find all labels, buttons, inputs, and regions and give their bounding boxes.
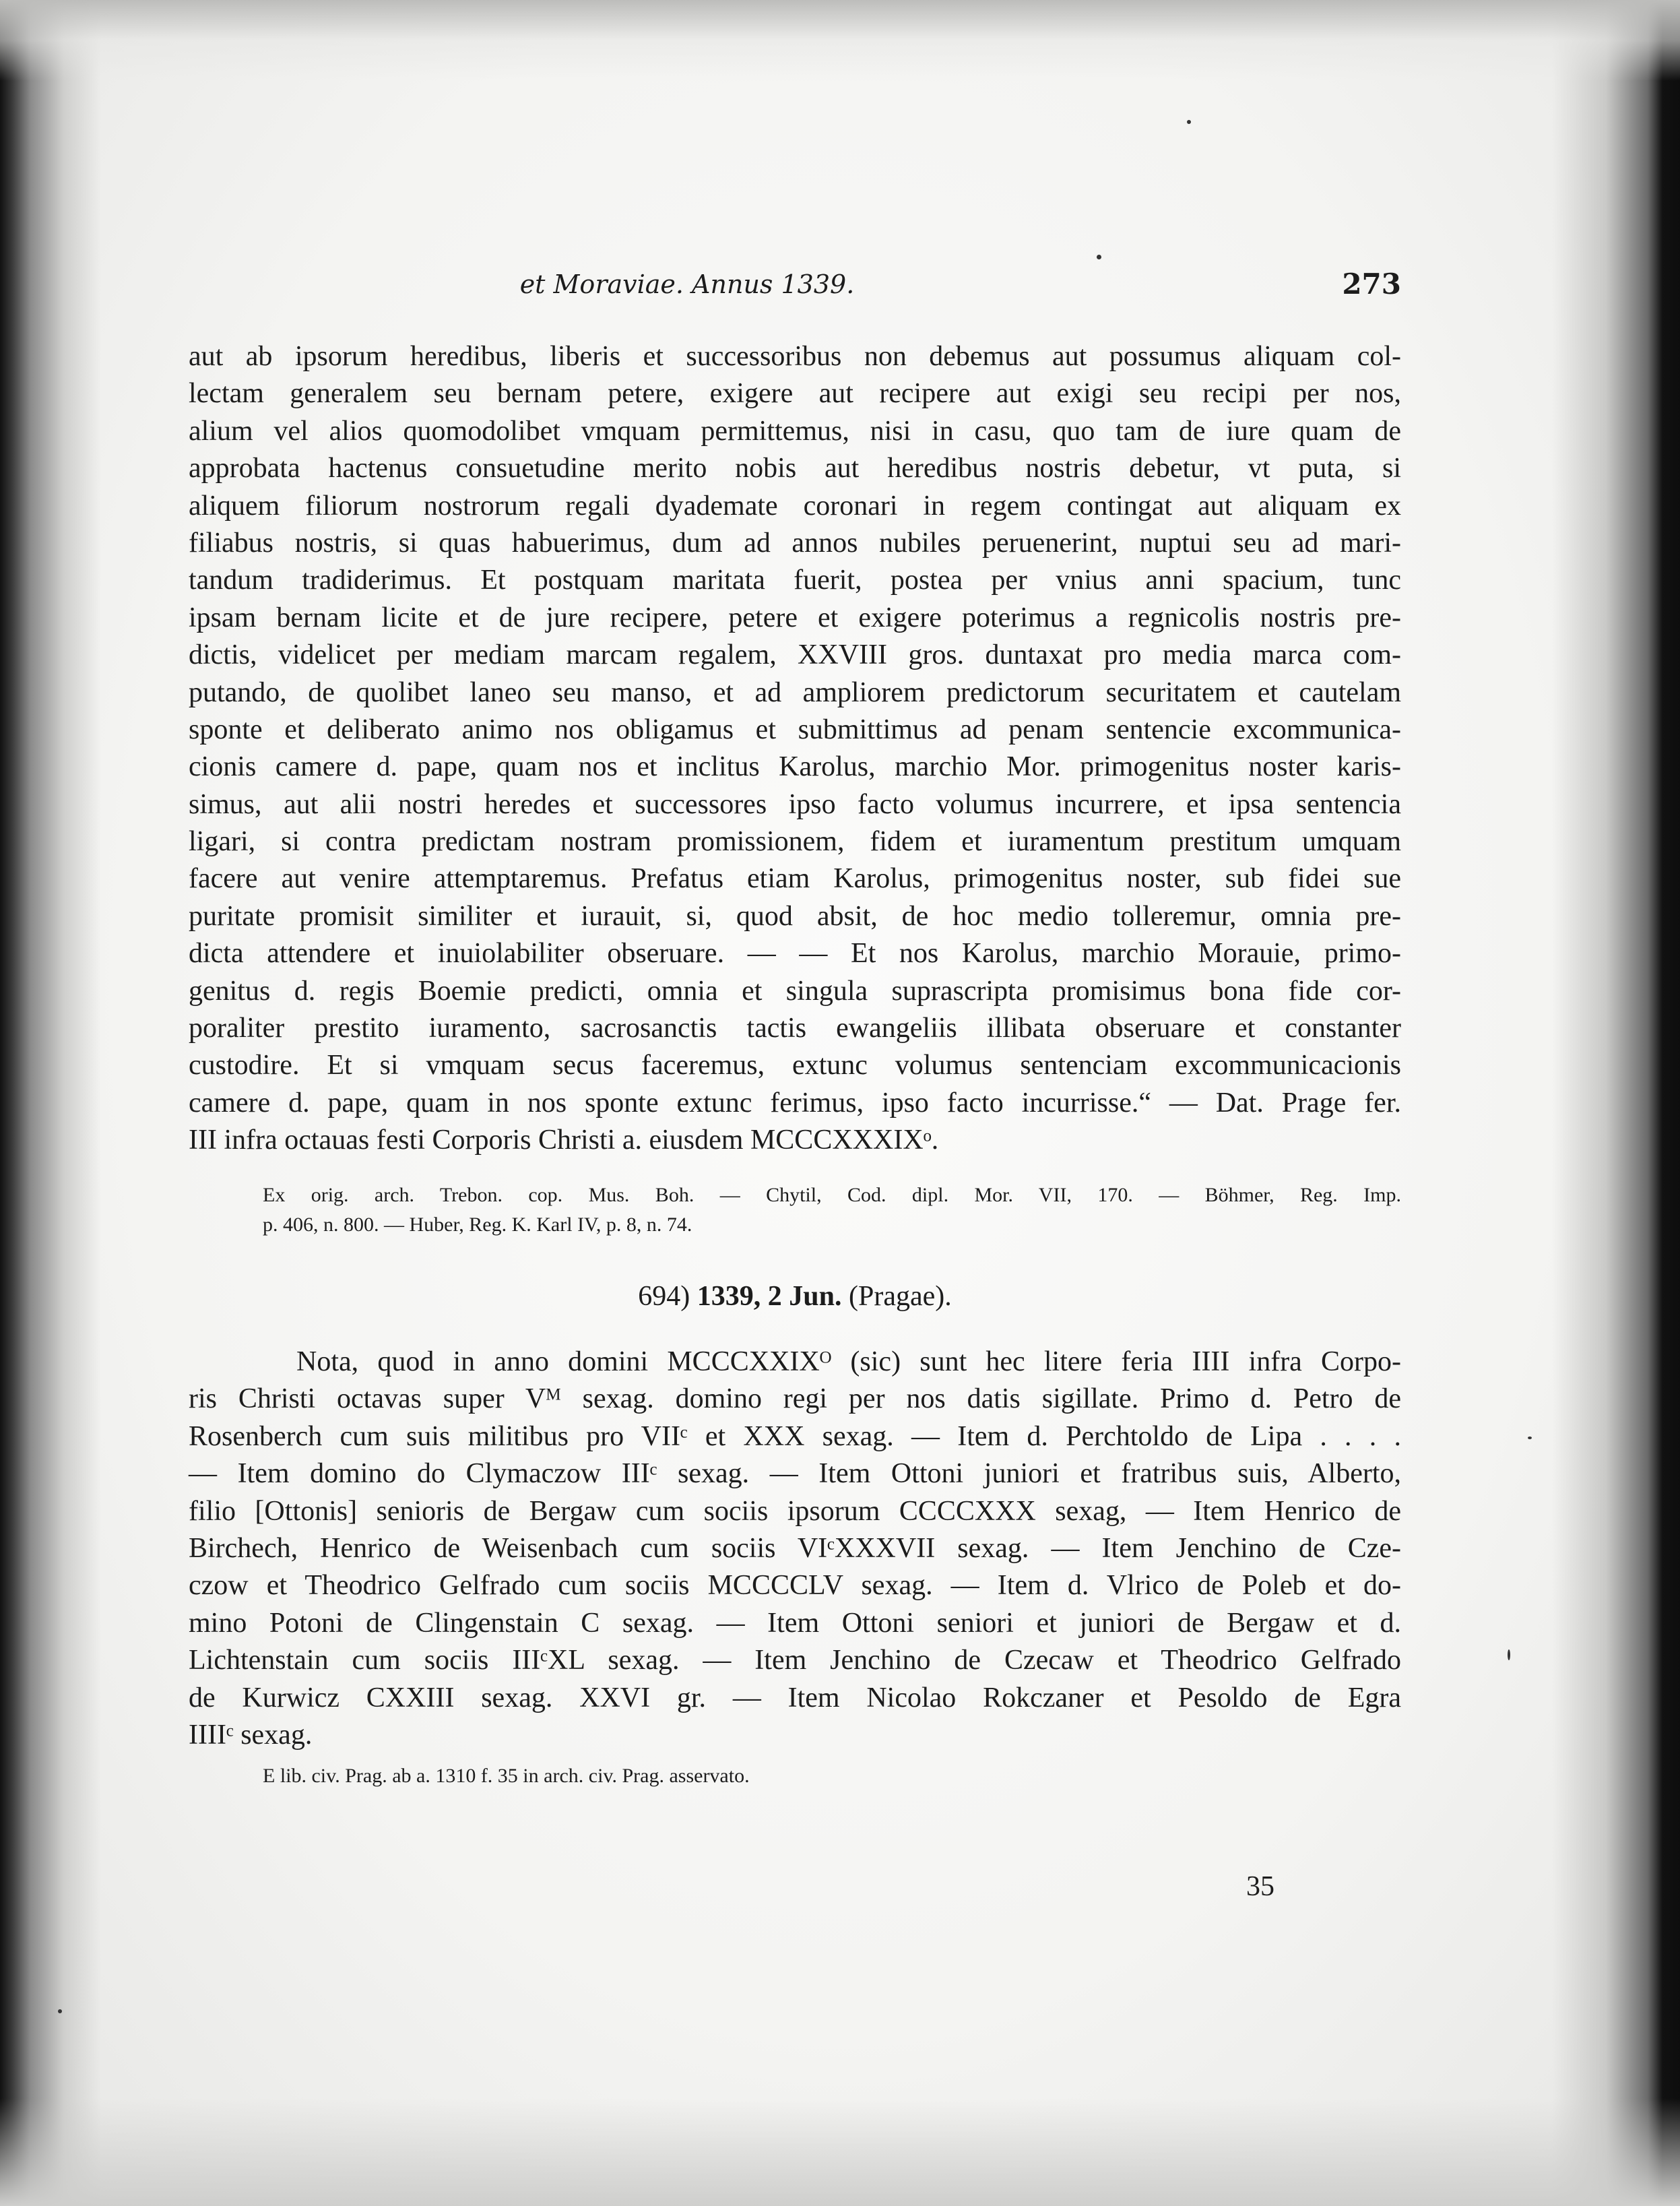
running-title: et Moraviae. Annus 1339. xyxy=(519,270,855,299)
text-line: ligari, si contra predictam nostram promissionem, fidem et iuramentum prestitum umquam xyxy=(189,826,1401,858)
text-line: aliquem filiorum nostrorum regali dyademate coronari in regem contingat aut aliquam ex xyxy=(189,490,1401,522)
text-line: approbata hactenus consuetudine merito nobis aut heredibus nostris debetur, vt puta, si xyxy=(189,453,1401,484)
document-text-block xyxy=(189,1344,1401,1754)
main-text-block xyxy=(189,338,1401,1160)
text-line: Lichtenstain cum sociis IIIᶜXL sexag. — Item Jenchino de Czecaw et Theodrico Gelfrado xyxy=(189,1645,1401,1676)
text-line: filio [Ottonis] senioris de Bergaw cum sociis ipsorum CCCCXXX sexag, — Item Henrico de xyxy=(189,1495,1401,1527)
text-line: cionis camere d. pape, quam nos et inclitus Karolus, marchio Mor. primogenitus noster karis- xyxy=(189,751,1401,783)
text-line: — Item domino do Clymaczow IIIᶜ sexag. — Item Ottoni juniori et fratribus suis, Alberto, xyxy=(189,1458,1401,1490)
text-line: Nota, quod in anno domini MCCCXXIXᴼ (sic) sunt hec litere feria IIII infra Corpo- xyxy=(296,1346,1401,1377)
text-line: camere d. pape, quam in nos sponte extunc ferimus, ipso facto incurrisse.“ — Dat. Prage fer. xyxy=(189,1087,1401,1118)
source-line: Ex orig. arch. Trebon. cop. Mus. Boh. — Chytil, Cod. dipl. Mor. VII, 170. — Böhmer, Reg. Imp. xyxy=(263,1184,1401,1206)
text-line: IIIIᶜ sexag. xyxy=(189,1719,313,1751)
text-line: filiabus nostris, si quas habuerimus, dum ad annos nubiles peruenerint, nuptui seu ad mari- xyxy=(189,527,1401,559)
document-place: (Pragae). xyxy=(848,1281,952,1312)
text-line: czow et Theodrico Gelfrado cum sociis MCCCCLV sexag. — Item d. Vlrico de Poleb et do- xyxy=(189,1570,1401,1602)
text-line: Birchech, Henrico de Weisenbach cum sociis VIᶜXXXVII sexag. — Item Jenchino de Cze- xyxy=(189,1532,1401,1564)
source-line: p. 406, n. 800. — Huber, Reg. K. Karl IV, p. 8, n. 74. xyxy=(263,1214,692,1236)
text-line: aut ab ipsorum heredibus, liberis et successoribus non debemus aut possumus aliquam col- xyxy=(189,341,1401,372)
scan-speck xyxy=(58,2009,62,2013)
text-line: de Kurwicz CXXIII sexag. XXVI gr. — Item Nicolao Rokczaner et Pesoldo de Egra xyxy=(189,1682,1401,1713)
signature-number: 35 xyxy=(1246,1871,1274,1902)
document-heading xyxy=(189,1276,1401,1317)
scan-shadow-right xyxy=(1552,0,1680,2206)
source-citation xyxy=(263,1180,1401,1240)
text-line: dicta attendere et inuiolabiliter obseruare. — — Et nos Karolus, marchio Morauie, primo- xyxy=(189,938,1401,970)
scan-shadow-top xyxy=(0,0,1680,81)
source-line: E lib. civ. Prag. ab a. 1310 f. 35 in arch. civ. Prag. asservato. xyxy=(263,1765,750,1787)
text-line: III infra octauas festi Corporis Christi a. eiusdem MCCCXXXIXᵒ. xyxy=(189,1125,939,1156)
scan-speck xyxy=(1187,120,1191,124)
scan-speck xyxy=(1097,255,1101,259)
scan-shadow-bottom xyxy=(0,2098,1680,2206)
text-line: ris Christi octavas super Vᴹ sexag. domino regi per nos datis sigillate. Primo d. Petro de xyxy=(189,1383,1401,1415)
scan-shadow-left xyxy=(0,0,101,2206)
document-source-citation xyxy=(263,1761,1401,1791)
text-line: puritate promisit similiter et iurauit, si, quod absit, de hoc medio tolleremur, omnia pre- xyxy=(189,900,1401,932)
text-line: Rosenberch cum suis militibus pro VIIᶜ et XXX sexag. — Item d. Perchtoldo de Lipa . . . . xyxy=(189,1420,1401,1452)
running-head xyxy=(189,264,1401,305)
text-line: alium vel alios quomodolibet vmquam permittemus, nisi in casu, quo tam de iure quam de xyxy=(189,415,1401,447)
page-number: 273 xyxy=(1342,267,1401,301)
text-line: facere aut venire attemptaremus. Prefatus etiam Karolus, primogenitus noster, sub fidei sue xyxy=(189,863,1401,895)
text-line: putando, de quolibet laneo seu manso, et ad ampliorem predictorum securitatem et cautelam xyxy=(189,676,1401,708)
scan-speck xyxy=(1528,1437,1532,1439)
text-line: ipsam bernam licite et de jure recipere, petere et exigere poterimus a regnicolis nostris pre- xyxy=(189,602,1401,633)
text-line: poraliter prestito iuramento, sacrosanctis tactis ewangeliis illibata obseruare et constanter xyxy=(189,1013,1401,1044)
text-line: mino Potoni de Clingenstain C sexag. — Item Ottoni seniori et juniori de Bergaw et d. xyxy=(189,1607,1401,1639)
text-line: sponte et deliberato animo nos obligamus et submittimus ad penam sentencie excommunica- xyxy=(189,714,1401,745)
text-line: custodire. Et si vmquam secus faceremus, extunc volumus sentenciam excommunicacionis xyxy=(189,1050,1401,1081)
text-line: tandum tradiderimus. Et postquam maritata fuerit, postea per vnius anni spacium, tunc xyxy=(189,565,1401,596)
document-number: 694) xyxy=(638,1281,690,1312)
text-line: dictis, videlicet per mediam marcam regalem, XXVIII gros. duntaxat pro media marca com- xyxy=(189,639,1401,671)
text-line: lectam generalem seu bernam petere, exigere aut recipere aut exigi seu recipi per nos, xyxy=(189,378,1401,410)
document-date: 1339, 2 Jun. xyxy=(697,1281,842,1312)
text-line: genitus d. regis Boemie predicti, omnia et singula suprascripta promisimus bona fide cor- xyxy=(189,975,1401,1007)
scan-speck xyxy=(1508,1649,1510,1660)
text-line: simus, aut alii nostri heredes et successores ipso facto volumus incurrere, et ipsa sentencia xyxy=(189,788,1401,820)
